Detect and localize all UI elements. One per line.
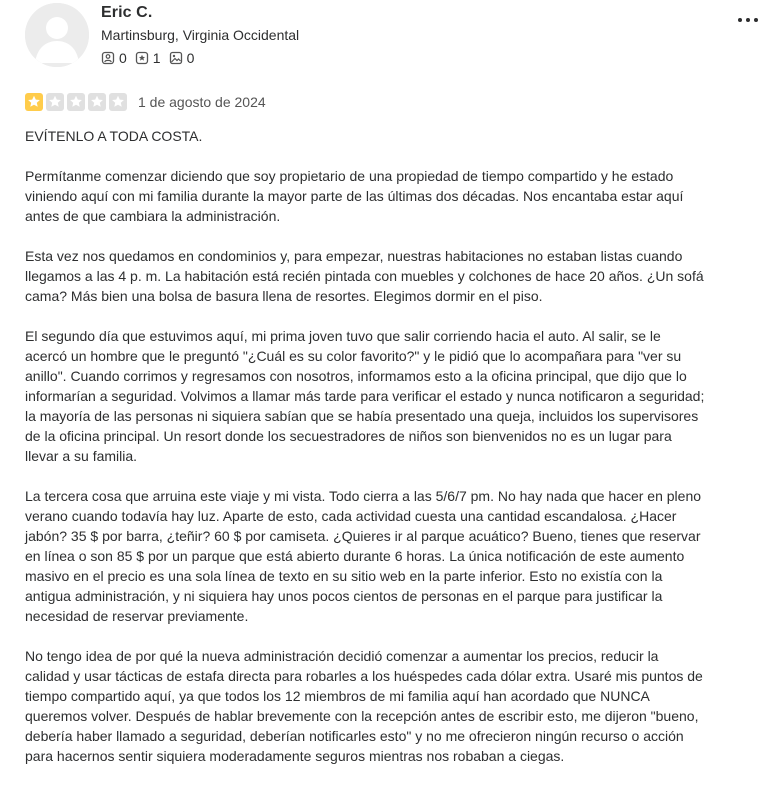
friends-icon (101, 51, 115, 65)
reviews-star-icon (135, 51, 149, 65)
reviews-count: 1 (152, 50, 161, 66)
review-paragraph: Permítanme comenzar diciendo que soy propietario de una propiedad de tiempo compartido y he estado viniendo aquí con mi familia durante la mayor parte de las últimas dos décadas. Nos encantaba estar aquí antes de que cambiara la administración. (25, 168, 684, 224)
review-text (25, 126, 705, 786)
review-paragraph: La tercera cosa que arruina este viaje y mi vista. Todo cierra a las 5/6/7 pm. No hay nada que hacer en pleno verano cuando todavía hay luz. Aparte de esto, cada actividad cuesta una cantidad escandalosa. ¿Hacer jabón? 35 $ por barra, ¿teñir? 60 $ por camiseta. ¿Quieres ir al parque acuático? Bueno, tienes que reservar en línea o son 85 $ por un parque que está abierto durante 6 horas. La única notificación de este aumento masivo en el precio es una sola línea de texto en su sitio web en la parte inferior. Esto no existía con la antigua administración, y ni siquiera hay unos pocos cientos de personas en el parque para justificar la necesidad de reservar previamente. (25, 488, 702, 624)
star-empty-icon (88, 93, 106, 111)
review-date: 1 de agosto de 2024 (138, 94, 266, 110)
review-paragraph: Esta vez nos quedamos en condominios y, para empezar, nuestras habitaciones no estaban listas cuando llegamos a las 4 p. m. La habitación está recién pintada con muebles y colchones de hace 20 años. ¿Un sofá cama? Más bien una bolsa de basura llena de resortes. Elegimos dormir en el piso. (25, 248, 704, 304)
review-paragraph: El segundo día que estuvimos aquí, mi prima joven tuvo que salir corriendo hacia el auto. Al salir, se le acercó un hombre que le preguntó "¿Cuál es su color favorito?" y le pidió que lo acompañara para "ver su anillo". Cuando corrimos y regresamos con nosotros, informamos esto a la oficina principal, que dijo que lo informarían a seguridad. Volvimos a llamar más tarde para verificar el estado y nunca notificaron a seguridad; la mayoría de las personas ni siquiera sabían que se había presentado una queja, incluidos los supervisores de la oficina principal. Un resort donde los secuestradores de niños son bienvenidos no es un lugar para llevar a su familia. (25, 328, 705, 464)
more-options-button[interactable] (734, 10, 762, 30)
more-options-icon (737, 17, 759, 23)
star-empty-icon (67, 93, 85, 111)
default-avatar-icon (25, 3, 89, 67)
star-empty-icon (109, 93, 127, 111)
friends-stat (101, 50, 127, 66)
photos-icon (169, 51, 183, 65)
user-stats (101, 50, 202, 66)
review-paragraph: No tengo idea de por qué la nueva administración decidió comenzar a aumentar los precios, reducir la calidad y usar tácticas de estafa directa para robarles a los huéspedes cada dólar extra. Usaré mis puntos de tiempo compartido aquí, ya que todos los 12 miembros de mi familia aquí han acordado que NUNCA queremos volver. Después de hablar brevemente con la recepción antes de escribir esto, me dijeron "bueno, debería haber llamado a seguridad, deberían notificarles esto" y no me ofrecieron ningún recurso o acción para hacernos sentir siquiera moderadamente seguros mientras nos robaban a ciegas. (25, 648, 703, 764)
reviews-stat (135, 50, 161, 66)
star-empty-icon (46, 93, 64, 111)
star-filled-icon (25, 93, 43, 111)
review-paragraph: EVÍTENLO A TODA COSTA. (25, 128, 203, 144)
star-rating (25, 93, 130, 111)
photos-count: 0 (186, 50, 195, 66)
avatar[interactable] (25, 3, 89, 67)
friends-count: 0 (119, 50, 127, 66)
user-name[interactable]: Eric C. (101, 4, 153, 21)
rating-row (25, 93, 266, 111)
user-location: Martinsburg, Virginia Occidental (101, 27, 300, 43)
photos-stat (169, 50, 195, 66)
